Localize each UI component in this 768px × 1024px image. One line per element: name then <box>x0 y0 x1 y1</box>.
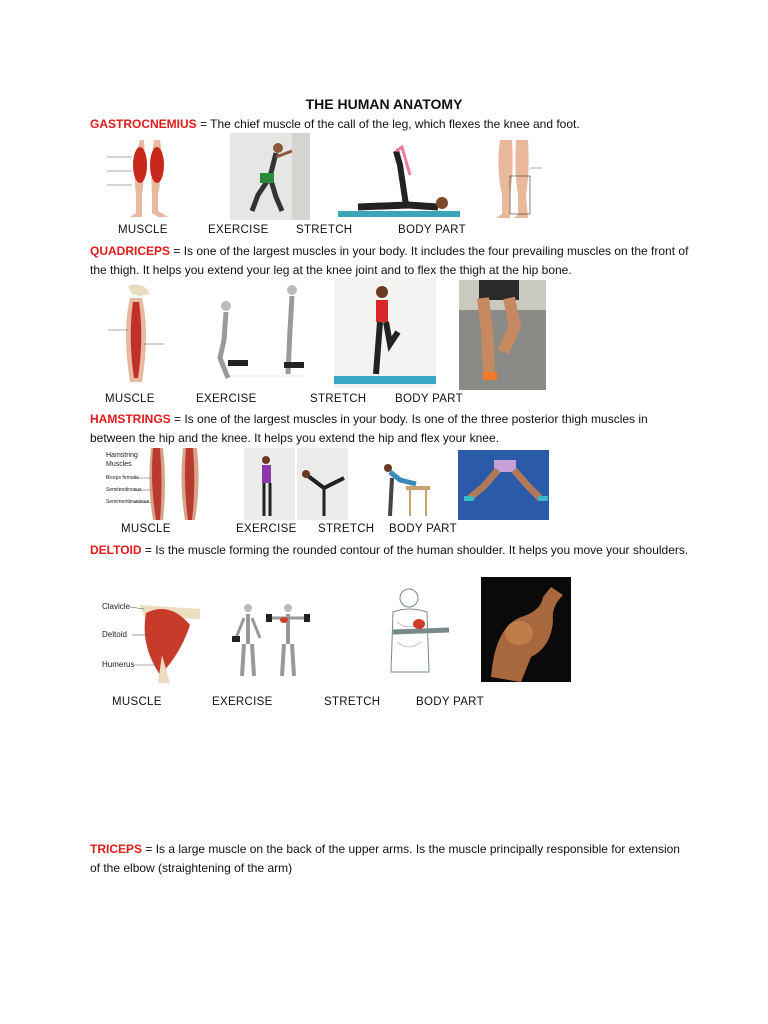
page-title: THE HUMAN ANATOMY <box>305 96 463 112</box>
label-exercise: EXERCISE <box>196 393 257 405</box>
definition-quadriceps: = Is one of the largest muscles in your body. It includes the four prevailing muscles on the front of the thigh. It helps you extend your leg at the knee joint and to flex the thigh at the hip bone. <box>90 244 689 277</box>
quadriceps-stretch-image <box>334 278 436 388</box>
quadriceps-body-part-image <box>459 280 546 390</box>
definition-triceps: = Is a large muscle on the back of the upper arms. Is the muscle principally responsible for extension of the elbow (straightening of the arm) <box>90 842 680 875</box>
annotation-biceps-femoris: Biceps femoris <box>106 475 139 481</box>
label-body-part: BODY PART <box>398 224 466 236</box>
annotation-semitendinosus: Semitendinosus <box>106 487 142 493</box>
label-exercise: EXERCISE <box>208 224 269 236</box>
term-deltoid: DELTOID <box>90 543 142 557</box>
label-muscle: MUSCLE <box>121 523 171 535</box>
label-body-part: BODY PART <box>416 696 484 708</box>
label-exercise: EXERCISE <box>236 523 297 535</box>
gastrocnemius-body-part-image <box>490 140 545 220</box>
hamstrings-stretch-image <box>370 450 436 520</box>
label-muscle: MUSCLE <box>112 696 162 708</box>
gastrocnemius-exercise-image <box>230 133 310 220</box>
annotation-deltoid: Deltoid <box>102 630 127 639</box>
section-hamstrings <box>90 410 690 448</box>
annotation-humerus: Humerus <box>102 660 135 669</box>
label-stretch: STRETCH <box>310 393 367 405</box>
annotation-hamstring-title: Hamstring Muscles <box>106 452 138 468</box>
hamstrings-exercise-image <box>244 448 348 520</box>
gastrocnemius-muscle-image <box>102 135 180 220</box>
section-quadriceps <box>90 242 690 280</box>
quadriceps-exercise-image <box>200 280 310 388</box>
deltoid-stretch-image <box>357 582 452 682</box>
label-body-part: BODY PART <box>395 393 463 405</box>
section-deltoid <box>90 541 690 560</box>
label-muscle: MUSCLE <box>118 224 168 236</box>
definition-hamstrings: = Is one of the largest muscles in your body. Is one of the three posterior thigh muscles in between the hip and the knee. It helps you extend the hip and flex your knee. <box>90 412 648 445</box>
label-stretch: STRETCH <box>296 224 353 236</box>
term-triceps: TRICEPS <box>90 842 143 856</box>
definition-gastrocnemius: = The chief muscle of the call of the leg, which flexes the knee and foot. <box>196 117 580 131</box>
hamstrings-body-part-image <box>458 450 549 520</box>
annotation-clavicle: Clavicle <box>102 602 131 611</box>
annotation-semimembranosus: Semimembranosus <box>106 499 150 505</box>
quadriceps-muscle-image <box>100 282 172 388</box>
label-stretch: STRETCH <box>318 523 375 535</box>
term-hamstrings: HAMSTRINGS <box>90 412 171 426</box>
section-triceps <box>90 840 690 878</box>
label-muscle: MUSCLE <box>105 393 155 405</box>
deltoid-exercise-image <box>228 600 318 680</box>
label-body-part: BODY PART <box>389 523 457 535</box>
section-gastrocnemius <box>90 115 690 134</box>
term-gastrocnemius: GASTROCNEMIUS <box>90 117 197 131</box>
term-quadriceps: QUADRICEPS <box>90 244 171 258</box>
label-stretch: STRETCH <box>324 696 381 708</box>
label-exercise: EXERCISE <box>212 696 273 708</box>
deltoid-body-part-image <box>481 577 571 682</box>
definition-deltoid: = Is the muscle forming the rounded contour of the human shoulder. It helps you move your shoulders. <box>141 543 689 557</box>
gastrocnemius-stretch-image <box>338 145 460 220</box>
